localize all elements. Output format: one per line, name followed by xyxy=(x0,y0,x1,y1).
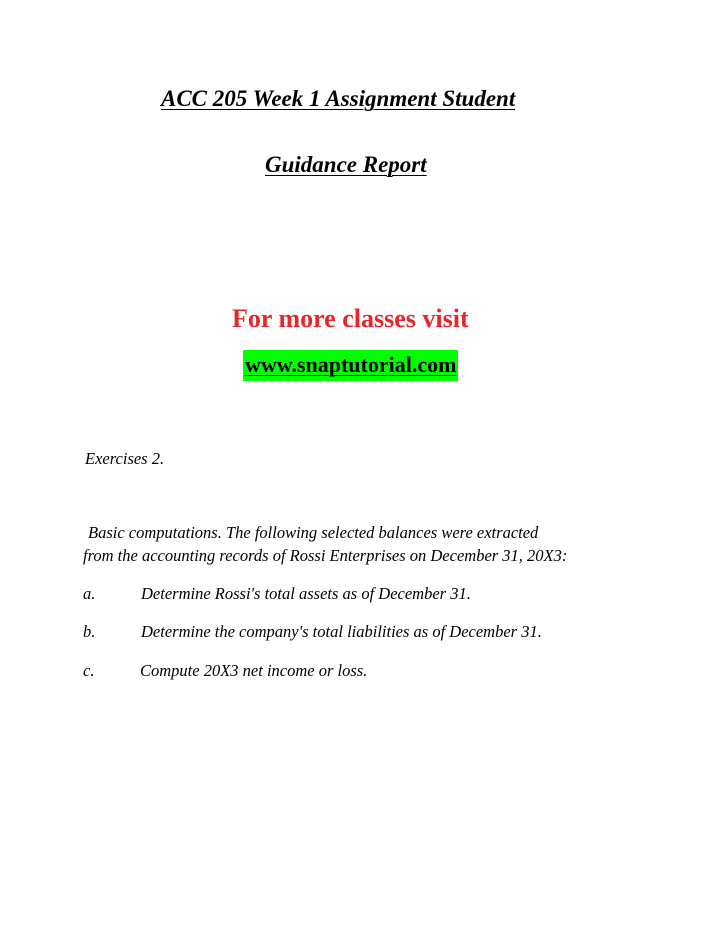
intro-paragraph-line-2: from the accounting records of Rossi Enterprises on December 31, 20X3: xyxy=(83,546,568,565)
list-item-text: Determine the company's total liabilities as of December 31. xyxy=(141,622,542,641)
list-item-text: Determine Rossi's total assets as of December 31. xyxy=(141,584,471,603)
list-item-marker: b. xyxy=(83,622,96,641)
website-link[interactable]: www.snaptutorial.com xyxy=(243,350,458,381)
intro-paragraph-line-1: Basic computations. The following selected balances were extracted xyxy=(88,523,539,542)
document-subtitle: Guidance Report xyxy=(265,152,427,177)
list-item-text: Compute 20X3 net income or loss. xyxy=(140,661,368,680)
exercises-label: Exercises 2. xyxy=(85,449,165,468)
list-item-marker: c. xyxy=(83,661,95,680)
visit-promo-text: For more classes visit xyxy=(232,304,469,333)
document-title: ACC 205 Week 1 Assignment Student xyxy=(161,86,516,111)
list-item-marker: a. xyxy=(83,584,96,603)
